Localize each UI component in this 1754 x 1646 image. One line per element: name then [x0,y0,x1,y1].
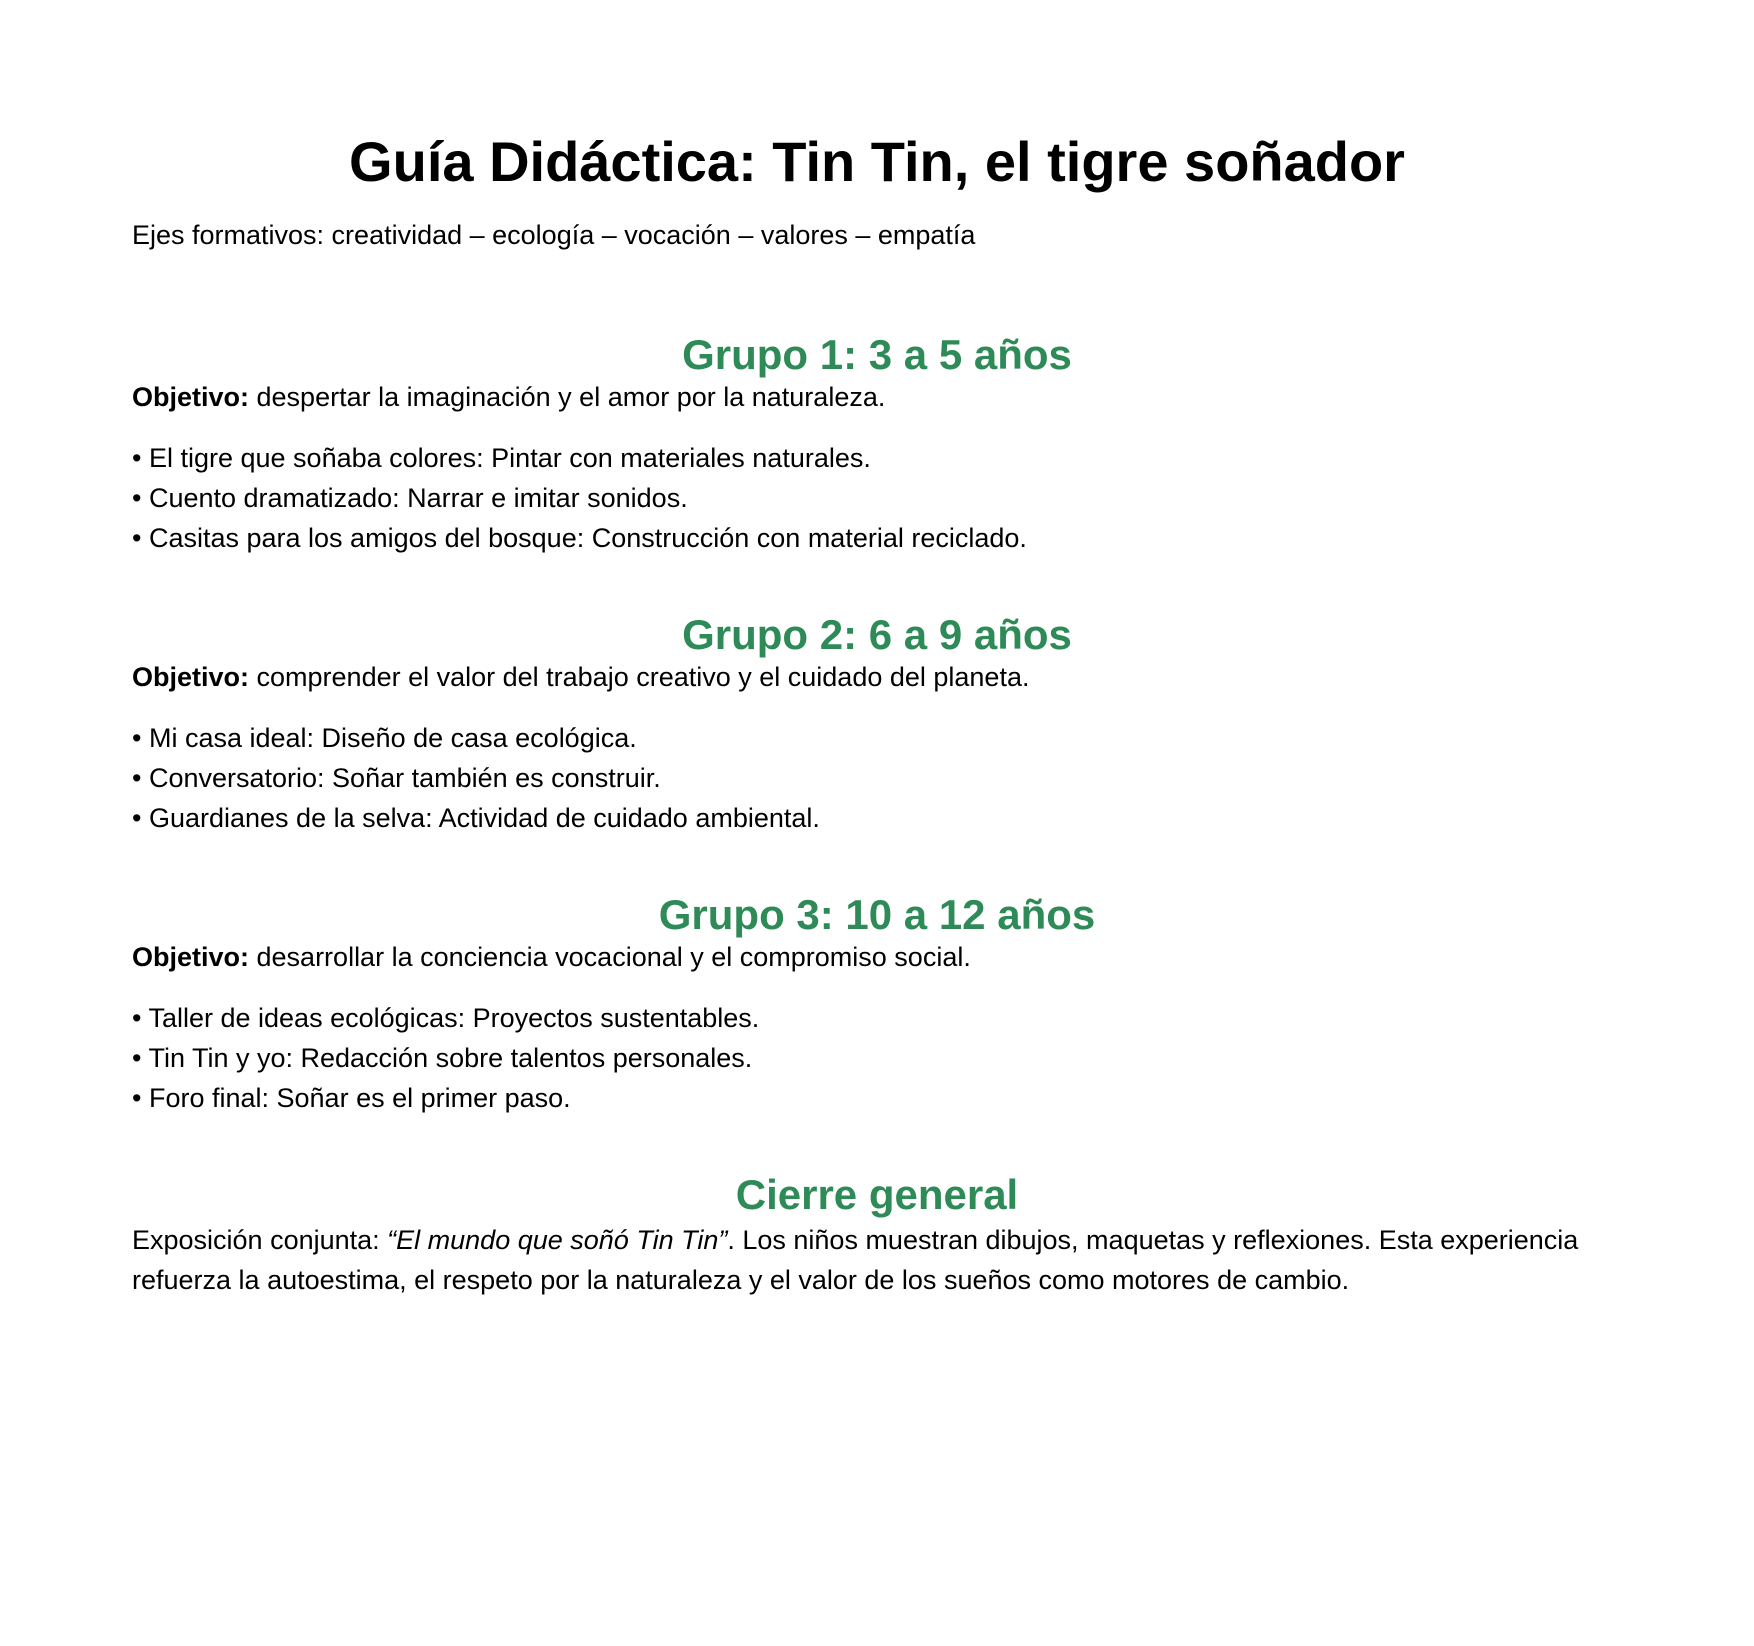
closing-paragraph: Exposición conjunta: “El mundo que soñó Tin Tin”. Los niños muestran dibujos, maquetas y reflexiones. Esta experiencia refuerza la autoestima, el respeto por la naturaleza y el valor de los sueños como motores de cambio. [132,1225,1579,1295]
group-3-section [132,890,1622,1118]
bullet-icon: • [132,1003,142,1033]
bullet-icon: • [132,723,142,753]
formative-axes-line: Ejes formativos: creatividad – ecología – vocación – valores – empatía [132,220,976,250]
objective-text: desarrollar la conciencia vocacional y el compromiso social. [249,942,971,972]
group-2-objective [132,660,1622,694]
list-item: • Casitas para los amigos del bosque: Construcción con material reciclado. [132,523,1027,553]
bullet-icon: • [132,1083,142,1113]
objective-text: despertar la imaginación y el amor por la naturaleza. [249,382,886,412]
list-item: • El tigre que soñaba colores: Pintar con materiales naturales. [132,443,871,473]
list-item: • Foro final: Soñar es el primer paso. [132,1083,571,1113]
objective-label: Objetivo: [132,942,250,972]
group-3-objective [132,940,1622,974]
bullet-icon: • [132,443,142,473]
document-title: Guía Didáctica: Tin Tin, el tigre soñador [349,130,1405,193]
list-item: • Guardianes de la selva: Actividad de cuidado ambiental. [132,803,820,833]
bullet-icon: • [132,803,142,833]
group-1-section [132,330,1622,558]
group-3-heading: Grupo 3: 10 a 12 años [658,891,1096,938]
bullet-icon: • [132,523,142,553]
list-item: • Mi casa ideal: Diseño de casa ecológica. [132,723,637,753]
bullet-icon: • [132,763,142,793]
closing-section [132,1170,1622,1300]
group-1-activity-list [132,438,1622,558]
objective-text: comprender el valor del trabajo creativo y el cuidado del planeta. [249,662,1030,692]
exhibition-title-quote: “El mundo que soñó Tin Tin” [387,1225,728,1255]
list-item: • Cuento dramatizado: Narrar e imitar sonidos. [132,483,688,513]
group-3-activity-list [132,998,1622,1118]
group-2-section [132,610,1622,838]
group-1-heading: Grupo 1: 3 a 5 años [682,331,1072,378]
list-item: • Taller de ideas ecológicas: Proyectos sustentables. [132,1003,760,1033]
closing-heading: Cierre general [735,1171,1019,1218]
list-item: • Tin Tin y yo: Redacción sobre talentos personales. [132,1043,753,1073]
group-2-heading: Grupo 2: 6 a 9 años [682,611,1072,658]
bullet-icon: • [132,1043,142,1073]
group-1-objective [132,380,1622,414]
objective-label: Objetivo: [132,662,250,692]
list-item: • Conversatorio: Soñar también es construir. [132,763,661,793]
objective-label: Objetivo: [132,382,250,412]
bullet-icon: • [132,483,142,513]
group-2-activity-list [132,718,1622,838]
